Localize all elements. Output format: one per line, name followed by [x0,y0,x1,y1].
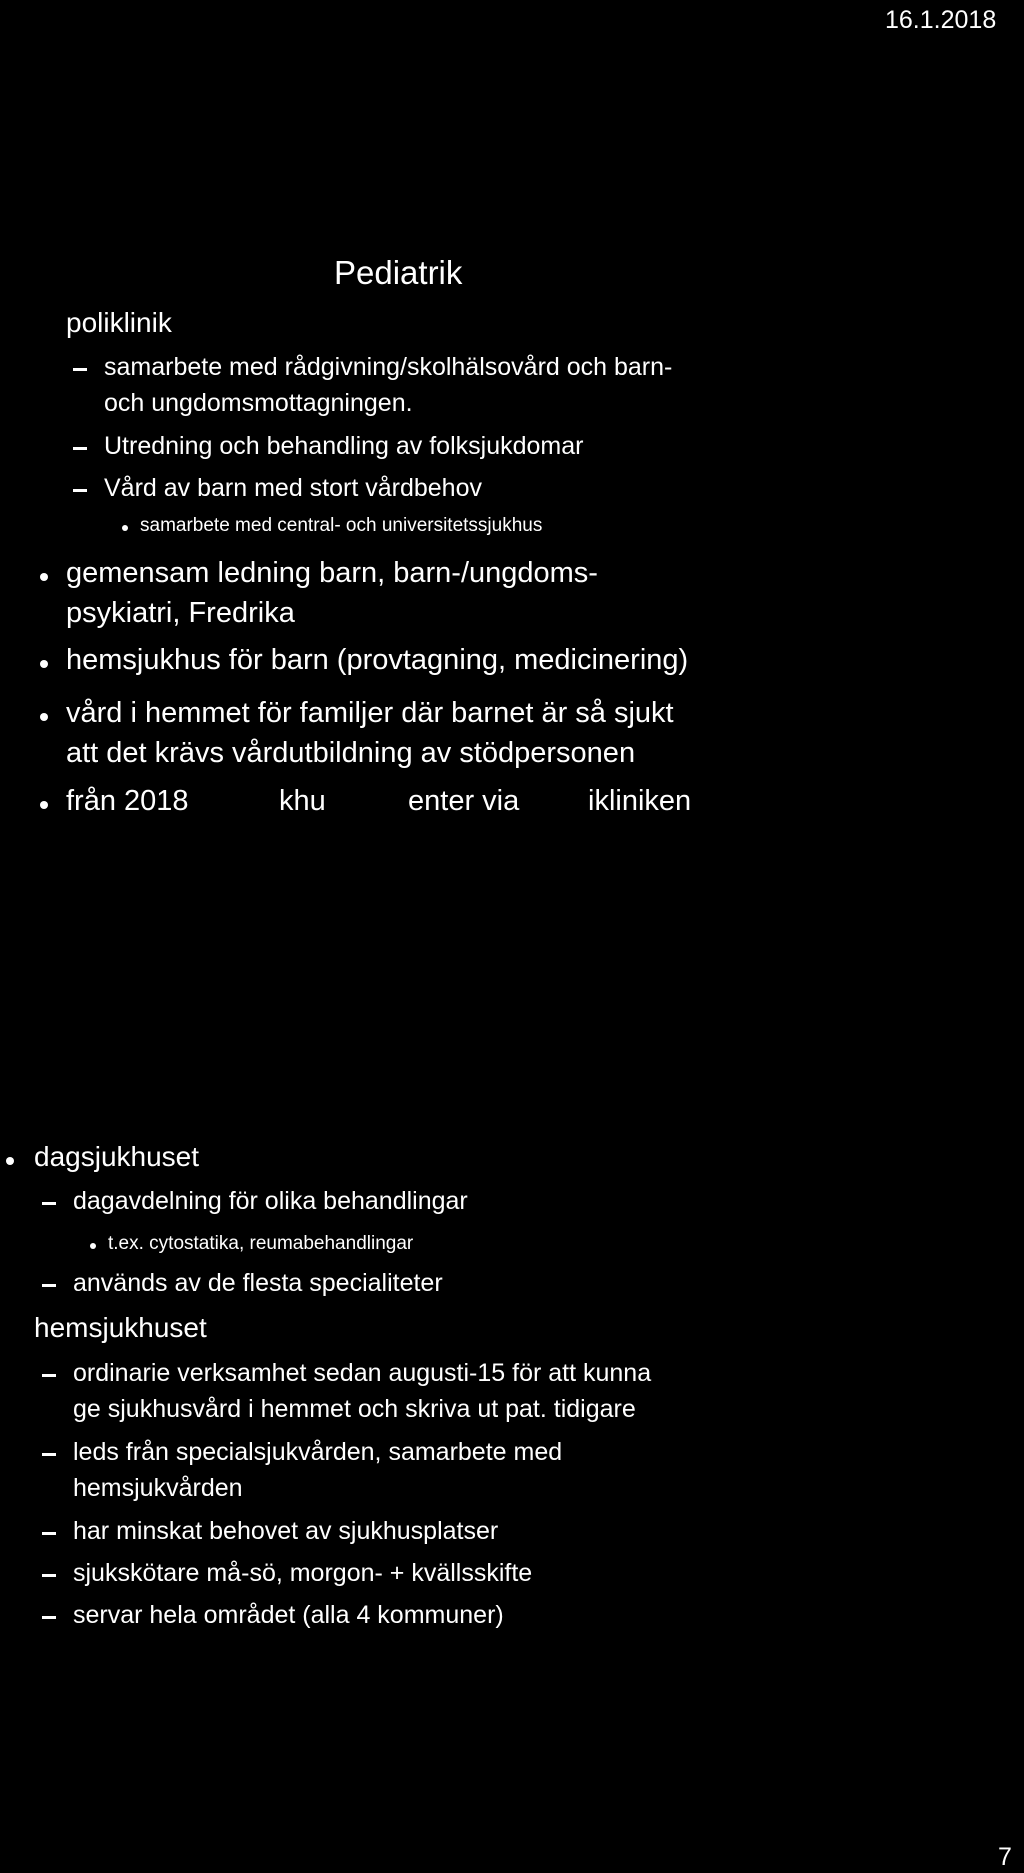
dash-marker [42,1616,56,1619]
dash-marker [42,1532,56,1535]
bullet-4-fragment-1: från 2018 [66,785,189,817]
dash-marker [73,368,87,371]
hemsjukhuset-item-5: servar hela området (alla 4 kommuner) [73,1601,504,1629]
dash-marker [73,489,87,492]
bullet-1-line-2: psykiatri, Fredrika [66,597,295,629]
slide-title: Pediatrik [334,254,463,291]
dagsjukhuset-subitem-1: t.ex. cytostatika, reumabehandlingar [108,1233,414,1254]
poliklinik-item-3: Vård av barn med stort vårdbehov [104,474,482,502]
dash-marker [42,1284,56,1287]
dash-marker [42,1453,56,1456]
poliklinik-item-1-line-1: samarbete med rådgivning/skolhälsovård och barn- [104,353,673,381]
header-date: 16.1.2018 [885,6,997,34]
bullet-1-line-1: gemensam ledning barn, barn-/ungdoms- [66,557,598,589]
bullet-3-line-2: att det krävs vårdutbildning av stödpersonen [66,737,636,769]
bullet-3-line-1: vård i hemmet för familjer där barnet är så sjukt [66,697,674,729]
bullet-dot [40,660,48,668]
section-hemsjukhuset: hemsjukhuset [34,1312,207,1343]
bullet-4-fragment-3: enter via [408,785,520,817]
dagsjukhuset-item-2: används av de flesta specialiteter [73,1269,443,1297]
dash-marker [42,1574,56,1577]
bullet-dot [6,1157,14,1165]
bullet-dot [40,713,48,721]
hemsjukhuset-item-1-line-1: ordinarie verksamhet sedan augusti-15 för att kunna [73,1359,652,1387]
hemsjukhuset-item-2-line-2: hemsjukvården [73,1474,243,1502]
poliklinik-subitem-1: samarbete med central- och universitetssjukhus [140,515,543,536]
poliklinik-item-1-line-2: och ungdomsmottagningen. [104,389,413,417]
bullet-dot [90,1243,96,1249]
bullet-dot [40,801,48,809]
bullet-4-fragment-4: ikliniken [588,785,692,817]
dash-marker [42,1374,56,1377]
hemsjukhuset-item-2-line-1: leds från specialsjukvården, samarbete med [73,1438,563,1466]
dash-marker [42,1202,56,1205]
hemsjukhuset-item-3: har minskat behovet av sjukhusplatser [73,1517,499,1545]
hemsjukhuset-item-4: sjukskötare må-sö, morgon- + kvällsskifte [73,1559,533,1587]
bullet-dot [40,573,48,581]
hemsjukhuset-item-1-line-2: ge sjukhusvård i hemmet och skriva ut pat. tidigare [73,1395,636,1423]
dagsjukhuset-item-1: dagavdelning för olika behandlingar [73,1187,468,1215]
section-dagsjukhuset: dagsjukhuset [34,1141,200,1172]
poliklinik-item-2: Utredning och behandling av folksjukdomar [104,432,584,460]
dash-marker [73,447,87,450]
section-poliklinik: poliklinik [66,307,172,338]
page-number: 7 [998,1843,1012,1871]
bullet-4-fragment-2: khu [279,785,326,817]
bullet-2: hemsjukhus för barn (provtagning, medicinering) [66,644,689,676]
bullet-dot [122,525,128,531]
